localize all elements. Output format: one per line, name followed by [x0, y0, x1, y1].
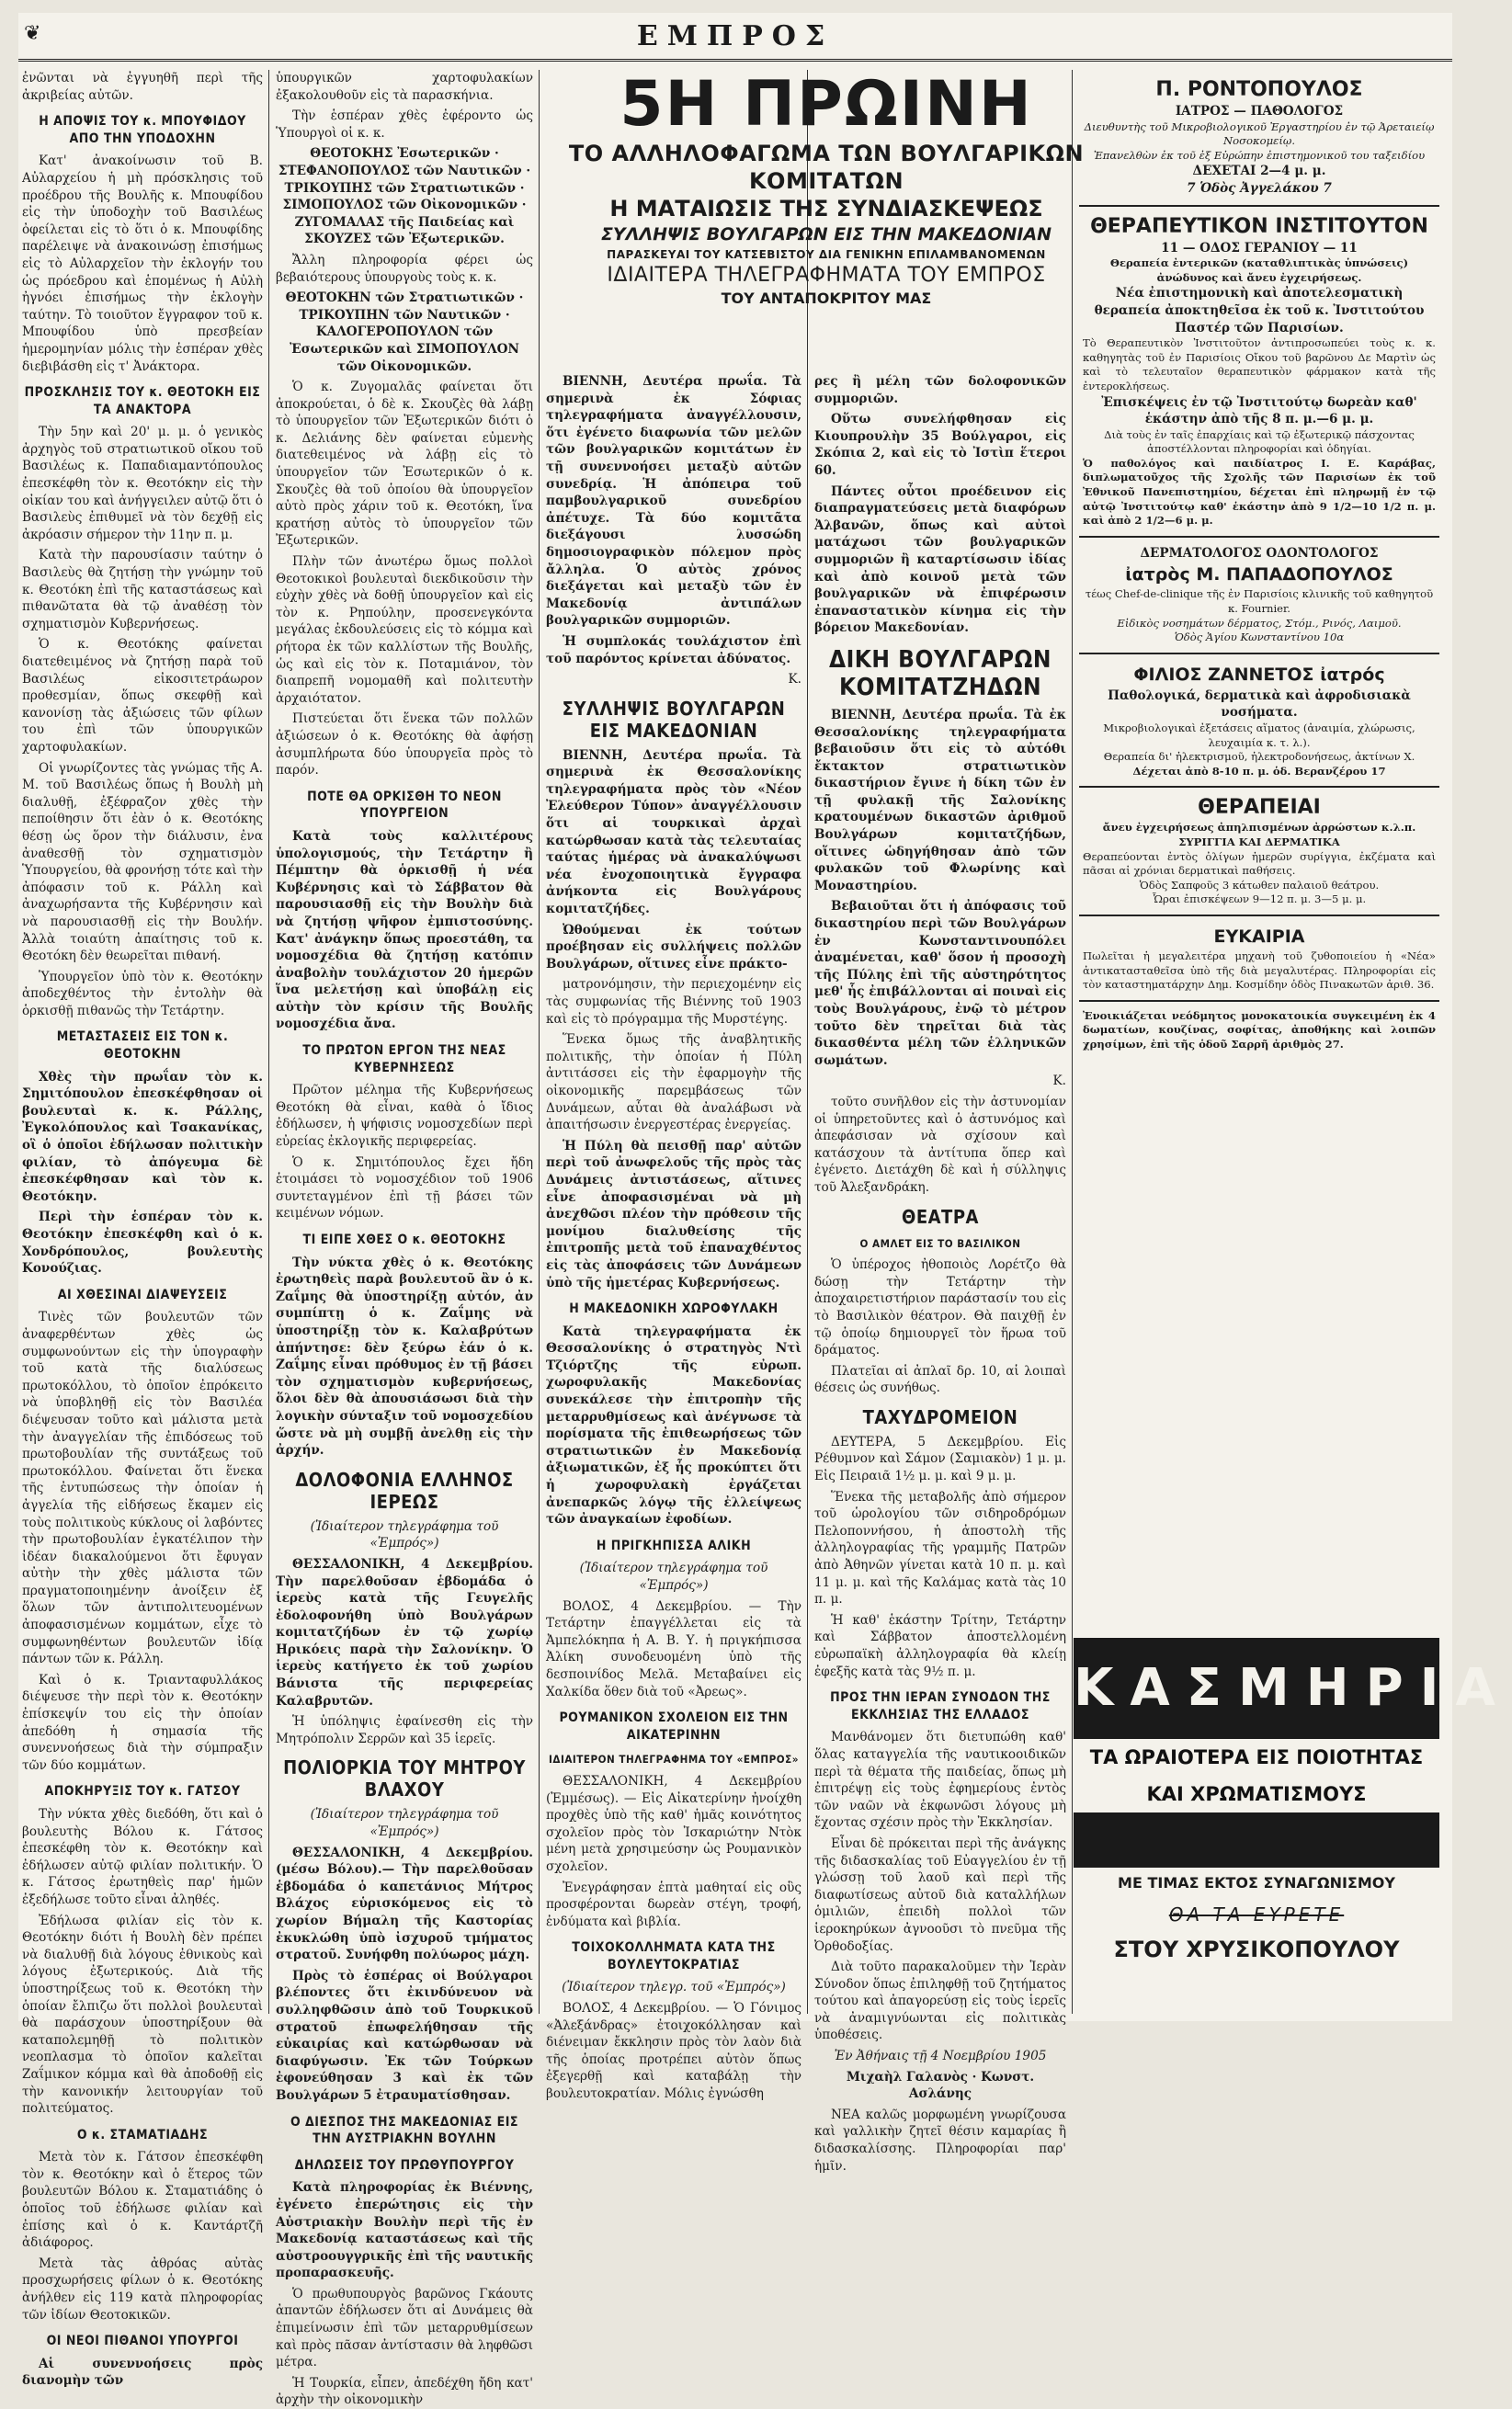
paragraph: Χθὲς τὴν πρωΐαν τὸν κ. Σημιτόπουλον ἐπεσκέφθησαν οἱ βουλευταὶ κ. κ. Ράλλης, Ἐγκολόπουλος καὶ Τσακανίκας, οἳ ὁ ὁποῖοι ἐδήλωσαν πολιτικὴν φιλίαν, τὸ ἀπόγευμα δὲ ἐπεσκέφθησαν καὶ τὸν κ. Θεοτόκην.: [22, 1069, 263, 1204]
paragraph: Τὴν ἑσπέραν χθὲς ἐφέροντο ὡς Ὑπουργοὶ οἱ κ. κ.: [276, 108, 533, 141]
paragraph: Ἡ ὑπόληψις ἐφαίνεσθη εἰς τὴν Μητρόπολιν Σερρῶν καὶ 35 ἱερεῖς.: [276, 1714, 533, 1746]
ad-text: Θεραπεία ἐντερικῶν (καταθλιπτικὰς ὑπνώσεις) ἀνώδυνος καὶ ἄνευ ἐγχειρήσεως.: [1109, 256, 1409, 284]
section-heading: ΠΟΤΕ ΘΑ ΟΡΚΙΣΘΗ ΤΟ ΝΕΟΝ ΥΠΟΥΡΓΕΙΟΝ: [307, 789, 502, 822]
paragraph: Αἱ συνεννοήσεις πρὸς διανομὴν τῶν: [22, 2356, 263, 2389]
section-heading: ΔΟΛΟΦΟΝΙΑ ΕΛΛΗΝΟΣ ΙΕΡΕΩΣ: [295, 1468, 514, 1513]
paragraph: Ἐνεγράφησαν ἑπτὰ μαθηταί εἰς οὓς προσφέρονται δωρεὰν στέγη, τροφή, ἐνδύματα καὶ βιβλία.: [546, 1880, 801, 1929]
paragraph: ΘΕΣΣΑΛΟΝΙΚΗ, 4 Δεκεμβρίου. Τὴν παρελθοῦσαν ἑβδομάδα ὁ ἱερεὺς κατὰ τῆς Γευγελῆς ἐδολοφονήθη ὑπὸ Βουλγάρων κομιτατζήδων ἐν τῷ χωρίῳ Ηρικόεις παρὰ τὴν Σαλονίκην. Ὁ ἱερεὺς κατήγετο ἐκ τοῦ χωρίου Βάνιστα τῆς περιφερείας Καλαβρυτῶν.: [276, 1556, 533, 1709]
paragraph: ΒΙΕΝΝΗ, Δευτέρα πρωΐα. Τὰ σημερινὰ ἐκ Σόφιας τηλεγραφήματα ἀναγγέλλουσιν, ὅτι ἐγένετο διαφωνία τῶν μελῶν τῶν βουλγαρικῶν κομιτάτων ἐν τῇ συνεννοήσει μεταξὺ αὐτῶν συνεδρίᾳ. Ἡ ἀπόπειρα τοῦ παμβουλγαρικοῦ συνεδρίου ἀπέτυχε. Τὰ δύο κομιτᾶτα διεξάγουσι λυσσώδη δημοσιογραφικὸν πόλεμον πρὸς ἄλληλα. Ὁ αὐτὸς χρόνος διεξάγεται καὶ μεταξὺ τῶν ἐν Μακεδονίᾳ ἀντιπάλων βουλγαρικῶν συμμοριῶν.: [546, 374, 801, 629]
column-1: [22, 70, 263, 2389]
ad-name: Π. ΡΟΝΤΟΠΟΥΛΟΣ: [1155, 78, 1363, 101]
paragraph: Ἡ Τουρκία, εἶπεν, ἀπεδέχθη ἤδη κατ' ἀρχὴν τὴν οἰκονομικὴν: [276, 2375, 533, 2408]
cashmere-store-line: ΣΤΟΥ ΧΡΥΣΙΚΟΠΟΥΛΟΥ: [1113, 1937, 1400, 1962]
column-rule: [268, 70, 269, 2014]
section-heading: ΜΕΤΑΣΤΑΣΕΙΣ ΕΙΣ ΤΟΝ κ. ΘΕΟΤΟΚΗΝ: [56, 1029, 229, 1062]
date-line: Ἐν Ἀθήναις τῇ 4 Νοεμβρίου 1905: [834, 2049, 1047, 2064]
ad-text: Ὁδὸς Ἁγίου Κωνσταντίνου 10α: [1174, 631, 1345, 644]
newspaper-page: [18, 13, 1512, 2408]
section-heading: ΠΡΟΣ ΤΗΝ ΙΕΡΑΝ ΣΥΝΟΔΟΝ ΤΗΣ ΕΚΚΛΗΣΙΑΣ ΤΗΣ ΕΛΛΑΔΟΣ: [830, 1690, 1051, 1722]
section-subheading: ΙΔΙΑΙΤΕΡΟΝ ΤΗΛΕΓΡΑΦΗΜΑ ΤΟΥ «ΕΜΠΡΟΣ»: [549, 1753, 799, 1767]
paragraph: Εἶναι δὲ πρόκειται περὶ τῆς ἀνάγκης τῆς διδασκαλίας τοῦ Εὐαγγελίου ἐν τῇ γλώσσῃ τοῦ λαοῦ καὶ περὶ τῆς διαφωτίσεως αὐτοῦ διὰ καταλλήλων ὁμιλιῶν, ἐπειδὴ πολλοὶ τῶν ἱεροκηρύκων ἀγνοοῦσι τὸ πνεῦμα τῆς Ὀρθοδοξίας.: [814, 1835, 1066, 1954]
paragraph: Κατὰ τὴν παρουσίασιν ταύτην ὁ Βασιλεὺς θὰ ζητήσῃ τὴν γνώμην τοῦ κ. Θεοτόκη ἐπὶ τῆς καταστάσεως καὶ πιθανῶτατα θὰ τῷ ἀναθέσῃ τὸν σχηματισμὸν Κυβερνήσεως.: [22, 548, 263, 631]
ad-rental: [1079, 1002, 1439, 1060]
paragraph: ΒΟΛΟΣ, 4 Δεκεμβρίου. — Τὴν Τετάρτην ἐπαγγέλλεται εἰς τὰ Ἀμπελόκηπα ἡ Α. Β. Υ. ἡ πριγκήπισσα Ἀλίκη συνοδευομένη ὑπὸ τῆς δεσποινίδος Μελᾶ. Μεταβαίνει εἰς Χαλκίδα ὅθεν διὰ τοῦ «Ἀρεως».: [546, 1598, 801, 1699]
dateline: (Ἰδιαίτερον τηλεγρ. τοῦ «Ἐμπρός»): [562, 1980, 786, 1995]
paragraph: ΒΟΛΟΣ, 4 Δεκεμβρίου. — Ὁ Γόνιμος «Ἀλεξάνδρας» ἐτοιχοκόλλησαν καὶ διένειμαν ἔκκλησιν πρὸς τὸν λαὸν διὰ τῆς ὁποίας προτρέπει αὐτὸν ὅπως ἐξεγερθῇ καὶ καταβάλῃ τὴν βουλευτοκρατίαν. Μόλις ἐγνώσθη: [546, 2001, 801, 2102]
ad-text: Πωλεῖται ἡ μεγαλειτέρα μηχανὴ τοῦ ζυθοποιείου ἡ «Νέα» ἀντικατασταθεῖσα ὑπὸ τῆς διὰ μεγαλυτέρας. Πληροφορίαι εἰς τὸν καταστηματάρχην Δημ. Κοσμίδην ὁδὸς Πινακωτῶν ἀριθ. 36.: [1083, 949, 1436, 992]
section-heading: ΤΑΧΥΔΡΟΜΕΙΟΝ: [862, 1405, 1018, 1428]
ad-name: ΘΕΡΑΠΕΥΤΙΚΟΝ ΙΝΣΤΙΤΟΥΤΟΝ: [1090, 214, 1428, 238]
paragraph: Μανθάνομεν ὅτι διετυπώθη καθ' ὅλας καταγγελία τῆς ναυτικοοιδικῶν περὶ τὰ θέματα τῆς παιδείας, ὅπως μὴ ἐπιτρέψῃ εἰς τοὺς ἐφημερίους ἐντὸς τῶν ναῶν νὰ ἐκφωνῶσι λόγους μὴ ἔχοντας σχέσιν πρὸς τὴν Ἐκκλησίαν.: [814, 1730, 1066, 1831]
paragraph: Κατὰ τηλεγραφήματα ἐκ Θεσσαλονίκης ὁ στρατηγὸς Ντὶ Τζιόρτζης τῆς εὐρωπ. χωροφυλακῆς Μακεδονίας συνεκάλεσε τὴν ἐπιτροπὴν τῆς μεταρρυθμίσεως καὶ ἀνέγνωσε τὰ πορίσματα τῆς ἐπιθεωρήσεως τῶν στρατιωτικῶν ἐν Μακεδονίᾳ ἀξιωματικῶν, ἐξ ἧς προκύπτει ὅτι ἡ χωροφυλακὴ ἐργάζεται ἀνεπαρκῶς λόγῳ τῆς ἐλλείψεως τῶν ἀναγκαίων ἐφοδίων.: [546, 1324, 801, 1528]
ad-name: ΦΙΛΙΟΣ ΖΑΝΝΕΤΟΣ ἰατρός: [1133, 664, 1385, 685]
paragraph: Ἡ συμπλοκάς τουλάχιστον ἐπὶ τοῦ παρόντος κρίνεται ἀδύνατος.: [546, 633, 801, 666]
paragraph: ἐνῶνται νὰ ἐγγυηθῆ περὶ τῆς ἀκριβείας αὐτῶν.: [22, 71, 263, 103]
paragraph: Ὁ κ. Σημιτόπουλος ἔχει ἤδη ἑτοιμάσει τὸ νομοσχέδιον τοῦ 1906 συντεταγμένον ἐπὶ τῇ βάσει τῶν κειμένων νόμων.: [276, 1154, 533, 1222]
column-2: [276, 70, 533, 2408]
section-heading: ΣΥΛΛΗΨΙΣ ΒΟΥΛΓΑΡΩΝ ΕΙΣ ΜΑΚΕΔΟΝΙΑΝ: [562, 697, 786, 742]
column-6-ads: [1079, 70, 1439, 1632]
ad-text: Θεραπεύονται ἐντὸς ὀλίγων ἡμερῶν συρίγγια, ἐκζέματα καὶ πᾶσαι αἱ χρόνιαι δερματικαὶ παθήσεις.: [1083, 849, 1436, 878]
paragraph: Ἕνεκα τῆς μεταβολῆς ἀπὸ σήμερον τοῦ ὡρολογίου τῶν σιδηροδρόμων Πελοποννήσου, ἡ ἀποστολὴ τῆς ἀλληλογραφίας τῆς γραμμῆς Πατρῶν ἀπὸ Ἀθηνῶν γίνεται κατὰ 10 π. μ. καὶ 11 μ. μ. καὶ τῆς Καλάμας κατὰ τὰς 10 π. μ.: [814, 1489, 1066, 1608]
paragraph: Μετὰ τὸν κ. Γάτσον ἐπεσκέφθη τὸν κ. Θεοτόκην καὶ ὁ ἕτερος τῶν βουλευτῶν Βόλου κ. Σταματιάδης ὁ ὁποῖος τοῦ ἐδήλωσε φιλίαν καὶ ἐπίσης καὶ ὁ κ. Καντάρτζῆ ἀδιάφορος.: [22, 2150, 263, 2251]
dateline: (Ἰδιαίτερον τηλεγράφημα τοῦ «Ἐμπρός»): [579, 1561, 768, 1593]
paragraph: Ὁ κ. Θεοτόκης φαίνεται διατεθειμένος νὰ ζητήσῃ παρὰ τοῦ Βασιλέως εἰκοσιτετράωρον προθεσμίαν, ὅπως σκεφθῇ καὶ κανονίσῃ τὰς ἀξιώσεις τῶν φίλων του ἐπὶ τῶν ὑπουργικῶν χαρτοφυλακίων.: [22, 637, 263, 755]
paragraph: Ἄλλη πληροφορία φέρει ὡς βεβαιότερους ὑπουργοὺς τοὺς κ. κ.: [276, 252, 533, 285]
ad-text: 7 Ὁδὸς Ἀγγελάκου 7: [1187, 180, 1332, 196]
ad-text: Θεραπεία δι' ἠλεκτρισμοῦ, ἠλεκτροδονήσεως, ἀκτίνων Χ.: [1103, 750, 1415, 764]
section-heading: ΟΙ ΝΕΟΙ ΠΙΘΑΝΟΙ ΥΠΟΥΡΓΟΙ: [46, 2334, 239, 2349]
column-4: [814, 373, 1066, 2174]
minister-list: ΘΕΟΤΟΚΗΣ Ἐσωτερικῶν · ΣΤΕΦΑΝΟΠΟΥΛΟΣ τῶν Ναυτικῶν · ΤΡΙΚΟΥΠΗΣ τῶν Στρατιωτικῶν · ΣΙΜΟΠΟΥΛΟΣ τῶν Οἰκονομικῶν · ΖΥΓΟΜΑΛΑΣ τῆς Παιδείας καὶ ΣΚΟΥΖΕΣ τῶν Ἐξωτερικῶν.: [278, 146, 531, 247]
paragraph: ματρονόμησιν, τὴν περιεχομένην εἰς τὰς συμφωνίας τῆς Βιέννης τοῦ 1903 καὶ εἰς τὸ πρόγραμμα τῆς Μυρστέγης.: [546, 977, 801, 1027]
section-heading: Ο κ. ΣΤΑΜΑΤΙΑΔΗΣ: [76, 2127, 209, 2142]
column-rule: [807, 70, 808, 2014]
paragraph: ΘΕΣΣΑΛΟΝΙΚΗ, 4 Δεκεμβρίου. (μέσω Βόλου).— Τὴν παρελθοῦσαν ἑβδομάδα ὁ καπετάνιος Μήτρος Βλάχος εὑρισκόμενος εἰς τὸ χωρίον Βήμαλη τῆς Καστορίας ἐκυκλώθη ὑπὸ ἰσχυροῦ τμήματος στρατοῦ. Συνήφθη πολύωρος μάχη.: [276, 1845, 533, 1963]
dateline: (Ἰδιαίτερον τηλεγράφημα τοῦ «Ἐμπρός»): [310, 1518, 499, 1551]
ad-text: ἄνευ ἐγχειρήσεως ἀπηλπισμένων ἀρρώστων κ.λ.π.: [1102, 821, 1416, 835]
ad-therapies: [1079, 788, 1439, 916]
paragraph: Ὁ κ. Ζυγομαλᾶς φαίνεται ὅτι ἀποκρούεται, ὁ δὲ κ. Σκουζὲς θὰ λάβῃ τὸ ὑπουργεῖον τῶν Ἐξωτερικῶν διότι ὁ κ. Δελιάνης δὲν φαίνεται εὐμενὴς διατεθειμένος νὰ λάβῃ εἰς τὸ ὑπουργεῖον τῶν Ἐσωτερικῶν ὁ κ. Σκουζὲς θὰ τοῦ ὁποίου θὰ ὑπουργεῖον αὐτὸ πρὸς χάριν τοῦ κ. Θεοτόκη, ἵνα κρατήσῃ αὐτὸς τὸ ὑπουργεῖον τῶν Ἐξωτερικῶν.: [276, 380, 533, 549]
ad-text: Εἰδικὸς νοσημάτων δέρματος, Στόμ., Ρινός, Λαιμοῦ.: [1117, 616, 1402, 630]
ad-name: ΕΥΚΑΙΡΙΑ: [1213, 926, 1305, 947]
headline-line: ΤΟ ΑΛΛΗΛΟΦΑΓΩΜΑ ΤΩΝ ΒΟΥΛΓΑΡΙΚΩΝ ΚΟΜΙΤΑΤΩΝ: [568, 141, 1085, 194]
column-rule: [1072, 70, 1073, 2014]
paragraph: Ἕνεκα ὅμως τῆς ἀναβλητικῆς πολιτικῆς, τὴν ὁποίαν ἡ Πύλη ἀντιτάσσει εἰς τὴν ἐφαρμογὴν τῆς οἰκονομικῆς παρεμβάσεως τῶν Δυνάμεων, αὗται θὰ ἀναλάβωσι νὰ ἀπαιτήσωσιν ἐνεργεστέρας ἐνεργείας.: [546, 1032, 801, 1133]
ad-text: Ἐπανελθὼν ἐκ τοῦ ἐξ Εὐρώπην ἐπιστημονικοῦ του ταξειδίου: [1093, 148, 1426, 162]
headline-line: ΙΔΙΑΙΤΕΡΑ ΤΗΛΕΓΡΑΦΗΜΑΤΑ ΤΟΥ ΕΜΠΡΟΣ: [607, 264, 1046, 287]
ad-role: ΙΑΤΡΟΣ — ΠΑΘΟΛΟΓΟΣ: [1175, 104, 1344, 119]
paragraph: Περὶ τὴν ἑσπέραν τὸν κ. Θεοτόκην ἐπεσκέφθη καὶ ὁ κ. Χονδρόπουλος, βουλευτὴς Κονούζιας.: [22, 1210, 263, 1277]
paragraph: Τὴν νύκτα χθὲς διεδόθη, ὅτι καὶ ὁ βουλευτὴς Βόλου κ. Γάτσος ἐπεσκέφθη τὸν κ. Θεοτόκην καὶ ἐδήλωσεν αὐτῷ φιλίαν πολιτικήν. Ὁ κ. Γάτσος ἐρωτηθεὶς παρ' ἡμῶν ἐξεδήλωσε τοῦτο εἶναι ἀληθές.: [22, 1807, 263, 1907]
paragraph: Ὁ πρωθυπουργὸς βαρῶνος Γκάουτς ἀπαντῶν ἐδήλωσεν ὅτι αἱ Δυνάμεις θὰ ἐπιμείνωσιν ἐπὶ τῶν μεταρρυθμίσεων καὶ πρὸς πᾶσαν ἀντίστασιν θὰ ληφθῶσι μέτρα.: [276, 2286, 533, 2370]
ad-text: τέως Chef-de-clinique τῆς ἐν Παρισίοις κλινικῆς τοῦ καθηγητοῦ κ. Fournier.: [1085, 587, 1434, 616]
ad-text: Τὸ Θεραπευτικὸν Ἰνστιτοῦτον ἀντιπροσωπεύει τοὺς κ. κ. καθηγητὰς τοῦ ἐν Παρισίοις Οἴκου τοῦ βαρῶνου Δε Μαρτὶν ὡς καὶ τὸ τελευταῖον θεραπευτικὸν φάρμακον κατὰ τῆς ἐντεροκλήσεως.: [1083, 336, 1436, 392]
section-heading: ΤΟ ΠΡΩΤΟΝ ΕΡΓΟΝ ΤΗΣ ΝΕΑΣ ΚΥΒΕΡΝΗΣΕΩΣ: [302, 1043, 506, 1075]
ad-text: ΣΥΡΙΓΓΙΑ ΚΑΙ ΔΕΡΜΑΤΙΚΑ: [1178, 835, 1340, 848]
section-heading: ΔΙΚΗ ΒΟΥΛΓΑΡΩΝ ΚΟΜΙΤΑΤΖΗΔΩΝ: [829, 645, 1052, 701]
cashmere-ad-tail: [1074, 1868, 1439, 1969]
ad-text: Παθολογικά, δερματικὰ καὶ ἀφροδισιακὰ νοσήματα.: [1108, 687, 1411, 721]
ad-text: ΔΕΧΕΤΑΙ 2—4 μ. μ.: [1192, 164, 1326, 179]
paragraph: Οἱ γνωρίζοντες τὰς γνώμας τῆς Α. Μ. τοῦ Βασιλέως ὅπως ἡ Βουλὴ μὴ διαλυθῇ, ἐξέφραζον χθὲς τὴν πεποίθησιν ὅτι ἐὰν ὁ κ. Θεοτόκης θέσῃ ὡς ὅρον τὴν διάλυσιν, ἐνα ἀναθεσθῇ τὸν σχηματισμὸν Ὑπουργείου, θὰ φρονήσῃ τότε καὶ τὴν ἀπόφασιν τοῦ κ. Ράλλη καὶ ἀναχωρήσαντα τῆς Κυβέρνησιν καὶ νὰ παρουσιασθῇ εἰς τὴν Βουλήν. Ἀλλὰ τοιαύτη ἀπαίτησις τοῦ κ. Θεοτόκη δὲν θεωρεῖται πιθανή.: [22, 760, 263, 964]
minister-list: ΘΕΟΤΟΚΗΝ τῶν Στρατιωτικῶν · ΤΡΙΚΟΥΠΗΝ τῶν Ναυτικῶν · ΚΑΛΟΓΕΡΟΠΟΥΛΟΝ τῶν Ἐσωτερικῶν καὶ ΣΙΜΟΠΟΥΛΟΝ τῶν Οἰκονομικῶν.: [285, 290, 524, 374]
paragraph: Οὕτω συνελήφθησαν εἰς Κιουπρουλὴν 35 Βούλγαροι, εἰς Σκόπια 2, καὶ εἰς τὸ Ἰστὶπ ἕτεροι 60.: [814, 412, 1066, 478]
ad-text: Ὁ παθολόγος καὶ παιδίατρος Ι. Ε. Καράβας, διπλωματοῦχος τῆς Σχολῆς τῶν Παρισίων ἐκ τοῦ Ἐθνικοῦ Πανεπιστημίου, δέχεται ἐπὶ πληρωμῇ ἐν τῷ αὐτῷ Ἰνστιτούτῳ καθ' ἑκάστην ἀπὸ 9 1/2—10 1/2 π. μ. καὶ ἀπὸ 2 1/2—6 μ. μ.: [1083, 456, 1436, 528]
paragraph: Βεβαιοῦται ὅτι ἡ ἀπόφασις τοῦ δικαστηρίου περὶ τῶν Βουλγάρων ἐν Κωνσταντινουπόλει ἀναμένεται, καθ' ὅσον ἡ προσοχὴ τῆς Πύλης ἐπὶ τῆς αὐστηρότητος μεθ' ἧς ἐπιβάλλονται αἱ ποιναὶ εἰς τοὺς Βουλγάρους, ἐνῷ τὸ μέτρον τοῦτο δὲν τηρεῖται διὰ τὰς δικασθέντα μέλη τῶν ἑλληνικῶν σωμάτων.: [814, 899, 1066, 1068]
column-rule: [539, 70, 540, 2014]
paragraph: Ἡ καθ' ἑκάστην Τρίτην, Τετάρτην καὶ Σάββατον ἀποστελλομένη εὐρωπαϊκὴ ἀλληλογραφία θὰ κλείῃ ἐφεξῆς κατὰ τὰς 9½ π. μ.: [814, 1612, 1066, 1679]
section-heading: ΠΟΛΙΟΡΚΙΑ ΤΟΥ ΜΗΤΡΟΥ ΒΛΑΧΟΥ: [283, 1756, 526, 1801]
section-subheading: ΔΗΛΩΣΕΙΣ ΤΟΥ ΠΡΩΘΥΠΟΥΡΓΟΥ: [294, 2157, 515, 2173]
signature: Κ.: [788, 672, 801, 687]
ad-text: Δέχεται ἀπὸ 8-10 π. μ. ὁδ. Βερανζέρου 17: [1132, 764, 1386, 778]
section-heading: ΤΙ ΕΙΠΕ ΧΘΕΣ Ο κ. ΘΕΟΤΟΚΗΣ: [302, 1233, 506, 1247]
paragraph: Καὶ ὁ κ. Τριανταφυλλάκος διέψευσε τὴν περὶ τὸν κ. Θεοτόκην ἐπίσκεψίν του εἰς τὴν ὁποίαν ἀπεδόθη ἡ σημασία τῆς συνεννοήσεως διὰ τὴν σύμπραξιν τῶν δύο κομμάτων.: [22, 1672, 263, 1773]
column-5: [814, 70, 1066, 364]
ornament-icon: ❦: [24, 22, 41, 45]
paragraph: Κατὰ πληροφορίας ἐκ Βιέννης, ἐγένετο ἐπερώτησις εἰς τὴν Αὐστριακὴν Βουλὴν περὶ τῆς ἐν Μακεδονίᾳ καταστάσεως καὶ τῆς αὐστροουγγρικῆς ἐπὶ τῆς ναυτικῆς προπαρασκευῆς.: [276, 2180, 533, 2281]
paragraph: ΔΕΥΤΕΡΑ, 5 Δεκεμβρίου. Εἰς Ρέθυμνον καὶ Σάμον (Σαμιακὸν) 1 μ. μ. Εἰς Πειραιᾶ 1½ μ. μ. καὶ 9 μ. μ.: [814, 1434, 1066, 1484]
paragraph: Τὴν 5ην καὶ 20' μ. μ. ὁ γενικὸς ἀρχηγὸς τοῦ στρατιωτικοῦ οἴκου τοῦ Βασιλέως κ. Παπαδιαμαντόπουλος ἐπεσκέφθη τὸν κ. Θεοτόκην εἰς τὴν οἰκίαν του καὶ ἀνήγγειλεν αὐτῷ ὅτι ὁ Βασιλεὺς ἐπιθυμεῖ νὰ τὸν δεχθῇ εἰς ἀκρόασιν σήμερον τὴν 11ην π. μ.: [22, 425, 263, 542]
ad-text: Μικροβιολογικαὶ ἐξετάσεις αἵματος (ἀναιμία, χλώρωσις, λευχαιμία κ. τ. λ.).: [1103, 722, 1415, 749]
ad-text: Ὧραι ἐπισκέψεων 9—12 π. μ. 3—5 μ. μ.: [1152, 892, 1367, 906]
section-subheading: Ο ΑΜΛΕΤ ΕΙΣ ΤΟ ΒΑΣΙΛΙΚΟΝ: [859, 1236, 1021, 1250]
classified-ad: ΝΕΑ καλῶς μορφωμένη γνωρίζουσα καὶ γαλλικὴν ζητεῖ θέσιν καμαρίας ἢ διδασκαλίσσης. Πληροφορίαι παρ' ἡμῖν.: [814, 2107, 1066, 2174]
dateline: (Ἰδιαίτερον τηλεγράφημα τοῦ «Ἐμπρός»): [310, 1807, 499, 1840]
ad-text: Διὰ τοὺς ἐν ταῖς ἐπαρχίαις καὶ τῷ ἐξωτερικῷ πάσχοντας ἀποστέλλονται πληροφορίαι καὶ ὁδηγίαι.: [1104, 427, 1415, 456]
paragraph: Πρὸς τὸ ἑσπέρας οἱ Βούλγαροι βλέποντες ὅτι ἐκινδύνευον νὰ συλληφθῶσιν ἀπὸ τοῦ Τουρκικοῦ στρατοῦ ἐπωφελήθησαν τῆς εὐκαιρίας καὶ κατώρθωσαν νὰ διαφύγωσιν. Ἐκ τῶν Τούρκων ἐφονεύθησαν 3 καὶ ἐκ τῶν Βουλγάρων 5 ἐτραυματίσθησαν.: [276, 1968, 533, 2103]
headline-line: ΠΑΡΑΣΚΕΥΑΙ ΤΟΥ ΚΑΤΣΕΒΙΣΤΟΥ ΔΙΑ ΓΕΝΙΚΗΝ ΕΠΙΛΑΜΒΑΝΟΜΕΝΩΝ: [607, 248, 1046, 261]
paragraph: Τὴν νύκτα χθὲς ὁ κ. Θεοτόκης ἐρωτηθεὶς παρὰ βουλευτοῦ ἂν ὁ κ. Ζαΐμης θὰ ὑποστηρίξῃ αὐτόν, ἀν συμπίπτῃ ὁ κ. Ζαΐμης νὰ ὑποστηρίξῃ τὸν κ. Καλαβρύτων ἀπήντησε: δὲν ξεύρω ἐάν ὁ κ. Ζαΐμης εἶναι πρόθυμος ἐν τῇ βάσει τὸν σχηματισμὸν κυβερνήσεως, ὅλοι δὲν θὰ ἀπουσιάσωσι διὰ τὴν λογικὴν σύνταξιν τοῦ νομοσχεδίου ὥστε νὰ μὴ συμβῇ ἀνελθῃ εἰς τὴν ἀρχήν.: [276, 1255, 533, 1459]
cashmere-word: ΚΑΣΜΗΡΙΑ: [1074, 1658, 1512, 1718]
newspaper-title: ΕΜΠΡΟΣ: [636, 19, 835, 52]
paragraph: Κατὰ τοὺς καλλιτέρους ὑπολογισμούς, τὴν Τετάρτην ἢ Πέμπτην θὰ ὁρκισθῇ ἡ νέα Κυβέρνησις καὶ τὸ Σάββατον θὰ παρουσιασθῇ εἰς τὴν Βουλὴν διὰ νὰ ζητήσῃ ψῆφον ἐμπιστοσύνης. Κατ' ἀνάγκην ὅπως προεστάθη, τα νομοσχέδια θὰ ζητήσῃ κατόπιν ἀναβολὴν τουλάχιστον 20 ἡμερῶν ἵνα μελετήσῃ καὶ ὑποβάλῃ εἰς αὐτὴν τὸν κρίσιν τῆς Βουλῆς νομοσχέδια ἄνα.: [276, 828, 533, 1032]
section-heading: ΑΙ ΧΘΕΣΙΝΑΙ ΔΙΑΨΕΥΣΕΙΣ: [57, 1287, 228, 1302]
ad-name: ΘΕΡΑΠΕΙΑΙ: [1198, 796, 1321, 820]
paragraph: Πλὴν τῶν ἀνωτέρω ὅμως πολλοὶ Θεοτοκικοὶ βουλευταὶ διεκδικοῦσιν τὴν εὐχὴν χθὲς νὰ δοθῇ ὑπουργεῖον καὶ εἰς τὸν κ. Ρηπούλην, προσενεγκόντα μεγάλας ἐκδουλεύσεις εἰς τὸ κόμμα καὶ ρήτορα ἐκ τῶν καλλίστων τῆς Βουλῆς, ὡς καὶ εἰς τὸν κ. Ποταμιάνον, τὸν διαπρεπῆ νομομαθῆ καὶ πολιτευτὴν ἀρχαιότατον.: [276, 554, 533, 706]
section-heading: Η ΜΑΚΕΔΟΝΙΚΗ ΧΩΡΟΦΥΛΑΚΗ: [569, 1301, 779, 1317]
ad-text: Ὁδὸς Σαπφοῦς 3 κάτωθεν παλαιοῦ θεάτρου.: [1139, 878, 1380, 892]
ad-rontopoulos: [1079, 70, 1439, 207]
ad-institute: [1079, 207, 1439, 538]
headline-line: ΤΟΥ ΑΝΤΑΠΟΚΡΙΤΟΥ ΜΑΣ: [721, 290, 932, 307]
paragraph: Μετὰ τὰς ἀθρόας αὐτὰς προσχωρήσεις φίλων ὁ κ. Θεοτόκης ἀνήλθεν εἰς 119 κατὰ πληροφορίας τῶν ἰδίων Θεοτοκικῶν.: [22, 2256, 263, 2323]
section-heading: ΡΟΥΜΑΝΙΚΟΝ ΣΧΟΛΕΙΟΝ ΕΙΣ ΤΗΝ ΑΙΚΑΤΕΡΙΝΗΝ: [559, 1710, 789, 1743]
ad-text: Νέα ἐπιστημονικὴ καὶ ἀποτελεσματικὴ θεραπεία ἀποκτηθεῖσα ἐκ τοῦ κ. Ἰνστιτούτου Παστέρ τῶν Παρισίων.: [1094, 286, 1425, 335]
ad-text: Ἐπισκέψεις ἐν τῷ Ἰνστιτούτῳ δωρεὰν καθ' ἑκάστην ἀπὸ τῆς 8 π. μ.—6 μ. μ.: [1101, 394, 1417, 427]
main-headline: 5Η ΠΡΩΙΝΗ: [620, 68, 1033, 141]
signature: Κ.: [1052, 1074, 1066, 1089]
paragraph: Πρῶτον μέλημα τῆς Κυβερνήσεως Θεοτόκη θὰ εἶναι, καθὰ ὁ ἴδιος ἐδήλωσεν, ἡ ψήφισις νομοσχεδίων περὶ εὐρείας ἐκλογικῆς περιφερείας.: [276, 1083, 533, 1150]
paragraph: Πάντες οὗτοι προέδεινον εἰς διαπραγματεύσεις μετὰ διαφόρων Ἀλβανῶν, ὅπως καὶ αὐτοὶ ματάχωσι τῶν βουλγαρικῶν συμμοριῶν ἢ καταρτίσωσιν ἰδίας καὶ ἀπὸ κοινοῦ μετὰ τῶν βουλγαρικῶν νὰ ἐπιφέρωσιν ἐπαναστατικὸν κίνημα εἰς τὴν βόρειον Μακεδονίαν.: [814, 483, 1066, 636]
headline-line: Η ΜΑΤΑΙΩΣΙΣ ΤΗΣ ΣΥΝΔΙΑΣΚΕΨΕΩΣ: [609, 196, 1043, 222]
ad-zannetos: [1079, 654, 1439, 789]
cashmere-tagline: ΤΑ ΩΡΑΙΟΤΕΡΑ ΕΙΣ ΠΟΙΟΤΗΤΑΣ ΚΑΙ ΧΡΩΜΑΤΙΣΜΟΥΣ: [1074, 1739, 1439, 1812]
ad-text: Ἐνοικιάζεται νεόδμητος μονοκατοικία συγκειμένη ἐκ 4 δωματίων, κουζίνας, σοφίτας, ἀποθήκης καὶ λοιπῶν χρησίμων, ἐπὶ τῆς ὁδοῦ Σαρρῆ ἀριθμὸς 27.: [1083, 1008, 1436, 1051]
paragraph: Πιστεύεται ὅτι ἕνεκα τῶν πολλῶν ἀξιώσεων ὁ κ. Θεοτόκης θὰ ἀφήσῃ ἀσυμπλήρωτα δύο ὑπουργεῖα πρὸς τὸ παρόν.: [276, 711, 533, 778]
paragraph: Ἡ Πύλη θὰ πεισθῇ παρ' αὐτῶν περὶ τοῦ ἀνωφελοῦς τῆς πρὸς τὰς Δυνάμεις ἀντιστάσεως, αἵτινες εἶνε ἀποφασισμέναι νὰ μὴ ἀνεχθῶσι πλέον τὴν πρόθεσιν τῆς μονίμου διαλυθείσης τῆς ἐπιτροπῆς μετὰ τοῦ ἐπαναχθέντος εἰς τὰς ἀποφάσεις τῶν Δυνάμεων ὑπὸ τῆς ἡμετέρας Κυβερνήσεως.: [546, 1138, 801, 1290]
paragraph: ρες ἢ μέλη τῶν δολοφονικῶν συμμοριῶν.: [814, 374, 1066, 406]
section-heading: ΤΟΙΧΟΚΟΛΛΗΜΑΤΑ ΚΑΤΑ ΤΗΣ ΒΟΥΛΕΥΤΟΚΡΑΤΙΑΣ: [572, 1940, 776, 1972]
signatories: Μιχαὴλ Γαλανὸς · Κωνστ. Ασλάνης: [846, 2069, 1035, 2102]
paragraph: Διὰ τοῦτο παρακαλοῦμεν τὴν Ἱερὰν Σύνοδον ὅπως ἐπιληφθῇ τοῦ ζητήματος τούτου καὶ ἀπαγορεύσῃ εἰς τοὺς ἱερεῖς νὰ ἀναμιγνύωνται εἰς πολιτικὰς ὑποθέσεις.: [814, 1960, 1066, 2043]
masthead: [18, 13, 1452, 62]
ad-title: ΔΕΡΜΑΤΟΛΟΓΟΣ ΟΔΟΝΤΟΛΟΓΟΣ: [1140, 545, 1379, 561]
paragraph: Ὠθούμεναι ἐκ τούτων προέβησαν εἰς συλλήψεις πολλῶν Βουλγάρων, οἵτινες εἶνε πράκτο-: [546, 922, 801, 972]
paragraph: ὑπουργικῶν χαρτοφυλακίων ἐξακολουθοῦν εἰς τὰ παρασκήνια.: [276, 71, 533, 103]
ad-papadopoulos: [1079, 538, 1439, 654]
paragraph: Κατ' ἀνακοίνωσιν τοῦ Β. Αὐλαρχείου ἡ μὴ πρόσκλησις τοῦ προέδρου τῆς Βουλῆς κ. Μπουφίδου εἰς τὴν ὑποδοχὴν τοῦ Βασιλέως ὀφείλεται εἰς τὸ ὅτι ὁ κ. Μπουφίδης παρέλειψε νὰ ἀνακοινώσῃ ἐπισήμως εἰς τὸ Αὐλαρχεῖον τὴν ἐκλογήν του ὡς πρόεδρου καὶ ἑπομένως ἡ Αὐλὴ ἠγνόει ἐπισήμως τὴν ἐκλογὴν ταύτην. Τὸ τοιοῦτον ἔγγραφον τοῦ κ. Μπουφίδου ὑπὸ πρεσβείαν ἡμερομηνίαν μόλις τὴν ἑσπέραν χθὲς διεβιβάσθη εἰς τ' Ἀνάκτορα.: [22, 153, 263, 374]
section-heading: ΠΡΟΣΚΛΗΣΙΣ ΤΟΥ κ. ΘΕΟΤΟΚΗ ΕΙΣ ΤΑ ΑΝΑΚΤΟΡΑ: [24, 385, 261, 417]
ad-address: 11 — ΟΔΟΣ ΓΕΡΑΝΙΟΥ — 11: [1161, 240, 1358, 256]
ad-name: ἰατρὸς Μ. ΠΑΠΑΔΟΠΟΥΛΟΣ: [1125, 564, 1393, 585]
section-heading: Η ΠΡΙΓΚΗΠΙΣΣΑ ΑΛΙΚΗ: [596, 1538, 752, 1553]
cashmere-ad: [1074, 1638, 1512, 1868]
paragraph: Πλατεῖαι αἱ ἀπλαῖ δρ. 10, αἱ λοιπαὶ θέσεις ὡς συνήθως.: [814, 1363, 1066, 1396]
headline-line: ΣΥΛΛΗΨΙΣ ΒΟΥΛΓΑΡΩΝ ΕΙΣ ΤΗΝ ΜΑΚΕΔΟΝΙΑΝ: [600, 224, 1052, 244]
ad-text: Διευθυντὴς τοῦ Μικροβιολογικοῦ Ἐργαστηρίου ἐν τῷ Ἀρεταιείῳ Νοσοκομείῳ.: [1084, 119, 1435, 148]
paragraph: ΒΙΕΝΝΗ, Δευτέρα πρωΐα. Τὰ σημερινὰ ἐκ Θεσσαλονίκης τηλεγραφήματα πρὸς τὸν «Νέον Ἐλεύθερον Τύπον» ἀναγγέλλουσιν ὅτι αἱ τουρκικαὶ ἀρχαὶ κατώρθωσαν κατὰ τὰς τελευταίας ταύτας ἡμέρας νὰ ἀνακαλύψωσι νέα ἐνοχοποιητικὰ ἔγγραφα ἀνήκοντα εἰς Βουλγάρους κομιτατζήδες.: [546, 747, 801, 917]
paragraph: τοῦτο συνῆλθον εἰς τὴν ἀστυνομίαν οἱ ὑπηρετοῦντες καὶ ὁ ἀστυνόμος καὶ ἀπεφάσισαν νὰ σχίσουν καὶ κατάσχουν τὰ ἀντίτυπα ὅπερ καὶ ἐγένετο. Διετάχθη δὲ καὶ ἡ σύλληψις τοῦ Ἀλεξανδράκη.: [814, 1094, 1066, 1195]
column-3: [546, 373, 801, 2102]
section-heading: ΑΠΟΚΗΡΥΞΙΣ ΤΟΥ κ. ΓΑΤΣΟΥ: [44, 1784, 241, 1800]
section-heading: ΘΕΑΤΡΑ: [902, 1205, 979, 1228]
section-heading: Η ΑΠΟΨΙΣ ΤΟΥ κ. ΜΠΟΥΦΙΔΟΥ ΑΠΟ ΤΗΝ ΥΠΟΔΟΧΗΝ: [39, 114, 246, 146]
cashmere-price-line: ΜΕ ΤΙΜΑΣ ΕΚΤΟΣ ΣΥΝΑΓΩΝΙΣΜΟΥ: [1118, 1874, 1395, 1892]
paragraph: Τινὲς τῶν βουλευτῶν τῶν ἀναφερθέντων χθὲς ὡς συμφωνούντων εἰς τὴν ὑπογραφὴν τοῦ κατὰ τῆς διαλύσεως πρωτοκόλλου, τὸ ὁποῖον ἐπρόκειτο νὰ ὑποβληθῇ εἰς τὸν Βασιλέα διέψευσαν τοῦτο καὶ μάλιστα μετὰ τὴν ἀναγγελίαν τῆς ἐπιδόσεως τοῦ πρωτοβουλίαν τῆς συντάξεως τοῦ πρωτοκόλλου. Φαίνεται ὅτι ἕνεκα τῆς ἐντυπώσεως τὴν ὁποίαν ἡ ἀγγελία τῆς εἰδήσεως ἔκαμεν εἰς τοὺς πολιτικοὺς κύκλους οἱ λαβόντες τὴν πρωτοβουλίαν ἐγκατέλιπον τὴν ἰδέαν διακαλούμενοι ὅτι ἔφυγαν αὐτὴν τὴν χθὲς μάλιστα τῶν πραγματοποιημένην ἀνοίξειν ἐξ ὅλων τῶν ἀντιπολιτευομένων ἀποφασισμένων κομμάτων, εἶχε τὸ συμφωνηθέντων βουλευτῶν ἰδίᾳ πάντων τῶν κ. Ράλλη.: [22, 1310, 263, 1667]
paragraph: Ὁ ὑπέροχος ἠθοποιὸς Λορέτζο θὰ δώσῃ τὴν Τετάρτην τὴν ἀποχαιρετιστήριον παράστασίν του εἰς τὸ Βασιλικὸν θέατρον. Θὰ παιχθῇ ἐν τῷ ὁποίῳ δημιουργεῖ τὸν ἥρωα τοῦ δράματος.: [814, 1257, 1066, 1358]
paragraph: ΒΙΕΝΝΗ, Δευτέρα πρωΐα. Τὰ ἐκ Θεσσαλονίκης τηλεγραφήματα βεβαιοῦσιν ὅτι εἰς τὸ αὐτόθι ἔκτακτον στρατιωτικὸν δικαστήριον ἔγινε ἡ δίκη τῶν ἐν τῇ φυλακῇ τῆς Σαλονίκης κρατουμένων δικαστῶν ἀριθμοῦ Βουλγάρων κομιτατζήδων, οἵτινες ὡδηγήθησαν ἀπὸ τῶν φυλακῶν τοῦ Φλωρίνης καὶ Μοναστηρίου.: [814, 707, 1066, 893]
section-heading: Ο ΔΙΕΣΠΟΣ ΤΗΣ ΜΑΚΕΔΟΝΙΑΣ ΕΙΣ ΤΗΝ ΑΥΣΤΡΙΑΚΗΝ ΒΟΥΛΗΝ: [290, 2114, 519, 2147]
cashmere-find-line: ΘΑ ΤΑ ΕΥΡΕΤΕ: [1168, 1903, 1345, 1926]
paragraph: Ὑπουργεῖον ὑπὸ τὸν κ. Θεοτόκην ἀποδεχθέντος τὴν ἐντολὴν θὰ ὁρκισθῇ πιθανῶς τὴν Τετάρτην.: [22, 969, 263, 1018]
paragraph: ΘΕΣΣΑΛΟΝΙΚΗ, 4 Δεκεμβρίου (Ἐμμέσως). — Εἰς Αἰκατερίνην ἠνοίχθη προχθὲς ὑπὸ τῆς καθ' ἡμᾶς κοινότητος σχολεῖον πρὸς τὸν Ἰσκαριώτην Ντὸκ μένη μετὰ χρησιμεύσην ὡς Ρουμανικὸν σχολεῖον.: [546, 1773, 801, 1874]
ad-opportunity: [1079, 916, 1439, 1002]
paragraph: Ἐδήλωσα φιλίαν εἰς τὸν κ. Θεοτόκην διότι ἡ Βουλὴ δὲν πρέπει νὰ διαλυθῇ διὰ λόγους ἐθνικοὺς καὶ λόγους ἐξωτερικούς. Διὰ τῆς ὑποστηρίξεως τοῦ κ. Θεοτόκη τὴν ὁποίαν ἔλπιζω ὅτι πολλοὶ βουλευταὶ θὰ παράσχουν ὑποστηρίξουν θὰ καταπολεμηθῇ τὸ πολιτικὸν νεοπλασμα τὸ ὁποῖον καλεῖται Ζαΐμικον κόμμα καὶ θὰ ἀποδοθῇ εἰς τὴν κανονικήν λειτουργίαν τοῦ πολιτεύματος.: [22, 1913, 263, 2117]
